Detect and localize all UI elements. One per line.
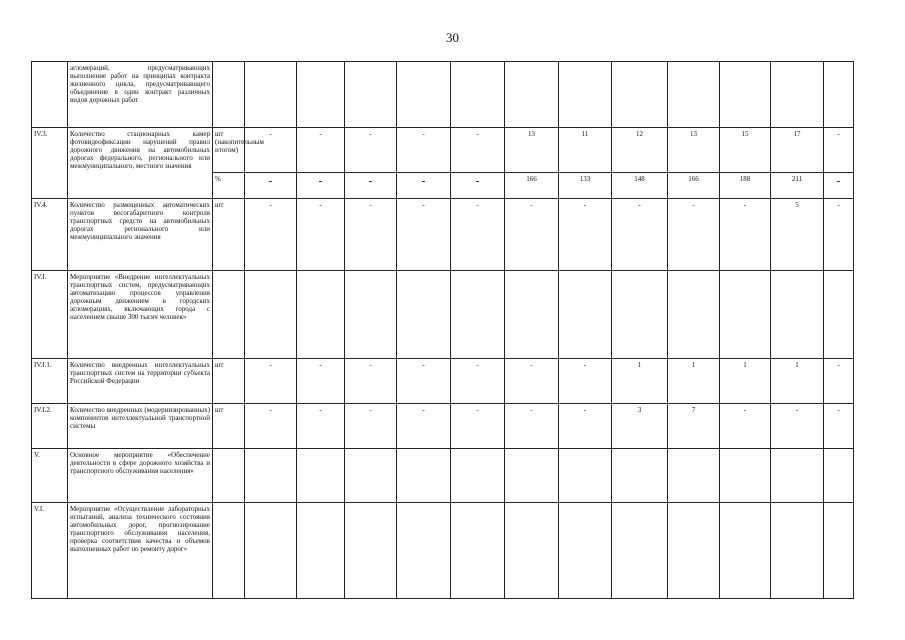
value-cell: 5 — [771, 199, 824, 271]
value-cell — [245, 503, 297, 599]
value-cell — [668, 449, 720, 503]
value-cell: 166 — [505, 173, 559, 199]
value-cell: - — [397, 359, 451, 404]
table-row — [32, 359, 854, 404]
value-cell: - — [397, 199, 451, 271]
row-unit: шт (накопительным итогом) — [213, 128, 245, 173]
value-cell — [297, 62, 345, 128]
value-cell — [771, 449, 824, 503]
row-description: Количество размещенных автоматических пунктов весогабаритного контроля транспортных средств на автомобильных дорогах регионального или межмуниципального значения — [68, 199, 213, 271]
value-cell: - — [451, 199, 505, 271]
row-unit: шт — [213, 359, 245, 404]
value-cell: - — [297, 199, 345, 271]
value-cell — [505, 503, 559, 599]
value-cell — [824, 449, 854, 503]
value-cell: 12 — [612, 128, 668, 173]
value-cell: - — [245, 404, 297, 449]
table-row — [32, 128, 854, 173]
value-cell: - — [505, 199, 559, 271]
row-number: V. — [32, 449, 68, 503]
value-cell — [668, 62, 720, 128]
value-cell: - — [297, 128, 345, 173]
value-cell: - — [245, 359, 297, 404]
value-cell: - — [720, 199, 771, 271]
value-cell — [824, 62, 854, 128]
table-row — [32, 199, 854, 271]
value-cell: 15 — [720, 128, 771, 173]
value-cell — [397, 271, 451, 359]
value-cell: - — [345, 199, 397, 271]
value-cell: 148 — [612, 173, 668, 199]
value-cell: - — [771, 404, 824, 449]
value-cell: - — [612, 199, 668, 271]
row-unit: % — [213, 173, 245, 199]
value-cell — [345, 271, 397, 359]
page-number: 30 — [446, 30, 459, 45]
table-row — [32, 503, 854, 599]
value-cell: - — [297, 359, 345, 404]
value-cell: - — [345, 404, 397, 449]
value-cell — [720, 271, 771, 359]
value-cell: - — [345, 359, 397, 404]
value-cell: - — [451, 359, 505, 404]
value-cell — [612, 503, 668, 599]
value-cell — [297, 449, 345, 503]
value-cell — [397, 503, 451, 599]
value-cell: 17 — [771, 128, 824, 173]
value-cell: - — [451, 173, 505, 199]
value-cell: - — [245, 173, 297, 199]
value-cell: 1 — [612, 359, 668, 404]
row-description: агломераций, предусматривающих выполнение работ на принципах контракта жизненного цикла, предусматривающего объединение в один контракт различных видов дорожных работ — [68, 62, 213, 128]
value-cell: - — [824, 173, 854, 199]
value-cell — [505, 449, 559, 503]
value-cell: - — [245, 199, 297, 271]
value-cell: 1 — [668, 359, 720, 404]
value-cell: - — [824, 199, 854, 271]
value-cell — [559, 449, 612, 503]
table-row — [32, 404, 854, 449]
value-cell: 1 — [720, 359, 771, 404]
value-cell: - — [720, 404, 771, 449]
value-cell: - — [297, 173, 345, 199]
value-cell: - — [559, 404, 612, 449]
value-cell — [612, 62, 668, 128]
value-cell: - — [559, 199, 612, 271]
value-cell: - — [397, 128, 451, 173]
value-cell: - — [345, 173, 397, 199]
value-cell — [559, 271, 612, 359]
value-cell — [559, 503, 612, 599]
value-cell — [771, 271, 824, 359]
table-row — [32, 449, 854, 503]
row-unit: шт — [213, 404, 245, 449]
value-cell: - — [297, 404, 345, 449]
value-cell — [824, 503, 854, 599]
value-cell: - — [345, 128, 397, 173]
value-cell: 188 — [720, 173, 771, 199]
value-cell: 3 — [612, 404, 668, 449]
row-description: Количество внедренных (модернизированных) компонентов интеллектуальной транспортной системы — [68, 404, 213, 449]
value-cell — [612, 449, 668, 503]
value-cell — [297, 503, 345, 599]
value-cell — [451, 503, 505, 599]
value-cell — [771, 503, 824, 599]
value-cell: 13 — [668, 128, 720, 173]
value-cell — [505, 271, 559, 359]
value-cell — [668, 271, 720, 359]
value-cell — [345, 503, 397, 599]
row-number: IV.4. — [32, 199, 68, 271]
value-cell — [245, 449, 297, 503]
value-cell — [451, 449, 505, 503]
value-cell: - — [451, 128, 505, 173]
value-cell — [612, 271, 668, 359]
row-description: Мероприятие «Осуществление лабораторных испытаний, анализа технического состояния автомобильных дорог, прогнозирование транспортного обслуживания населения, проверка соответствия качества и объемов выполненных работ по ремонту дорог» — [68, 503, 213, 599]
value-cell — [245, 271, 297, 359]
row-unit: шт — [213, 199, 245, 271]
value-cell: 211 — [771, 173, 824, 199]
table-row — [32, 271, 854, 359]
value-cell — [397, 449, 451, 503]
row-number: V.I. — [32, 503, 68, 599]
value-cell — [397, 62, 451, 128]
row-unit — [213, 449, 245, 503]
value-cell — [505, 62, 559, 128]
value-cell — [668, 503, 720, 599]
row-description: Мероприятие «Внедрение интеллектуальных транспортных систем, предусматривающих автоматизацию процессов управления дорожным движением в городских агломерациях, включающих города с населением свыше 300 тысяч человек» — [68, 271, 213, 359]
value-cell — [720, 62, 771, 128]
value-cell: - — [559, 359, 612, 404]
value-cell: 11 — [559, 128, 612, 173]
value-cell: 133 — [559, 173, 612, 199]
indicators-table — [31, 61, 854, 599]
value-cell — [451, 62, 505, 128]
value-cell — [297, 271, 345, 359]
value-cell: 7 — [668, 404, 720, 449]
value-cell: - — [824, 404, 854, 449]
value-cell — [345, 449, 397, 503]
value-cell — [245, 62, 297, 128]
value-cell — [720, 449, 771, 503]
row-number — [32, 62, 68, 128]
value-cell: - — [505, 359, 559, 404]
row-unit — [213, 62, 245, 128]
row-unit — [213, 271, 245, 359]
value-cell: 1 — [771, 359, 824, 404]
value-cell: 166 — [668, 173, 720, 199]
value-cell: - — [505, 404, 559, 449]
value-cell: - — [451, 404, 505, 449]
value-cell: - — [668, 199, 720, 271]
value-cell — [451, 271, 505, 359]
value-cell: - — [397, 173, 451, 199]
value-cell: - — [824, 359, 854, 404]
row-unit — [213, 503, 245, 599]
table-row — [32, 62, 854, 128]
value-cell — [345, 62, 397, 128]
row-description: Количество внедренных интеллектуальных транспортных систем на территории субъекта Российской Федерации — [68, 359, 213, 404]
value-cell: - — [824, 128, 854, 173]
row-number: IV.I.2. — [32, 404, 68, 449]
value-cell — [720, 503, 771, 599]
value-cell — [771, 62, 824, 128]
row-description: Основное мероприятие «Обеспечение деятельности в сфере дорожного хозяйства и транспортного обслуживания населения» — [68, 449, 213, 503]
value-cell: - — [245, 128, 297, 173]
value-cell — [824, 271, 854, 359]
row-number: IV.I.1. — [32, 359, 68, 404]
row-number: IV.3. — [32, 128, 68, 199]
value-cell — [559, 62, 612, 128]
row-number: IV.I. — [32, 271, 68, 359]
value-cell: 13 — [505, 128, 559, 173]
value-cell: - — [397, 404, 451, 449]
row-description: Количество стационарных камер фотовидеофиксации нарушений правил дорожного движения на автомобильных дорогах федерального, регионального или межмуниципального, местного значения — [68, 128, 213, 199]
